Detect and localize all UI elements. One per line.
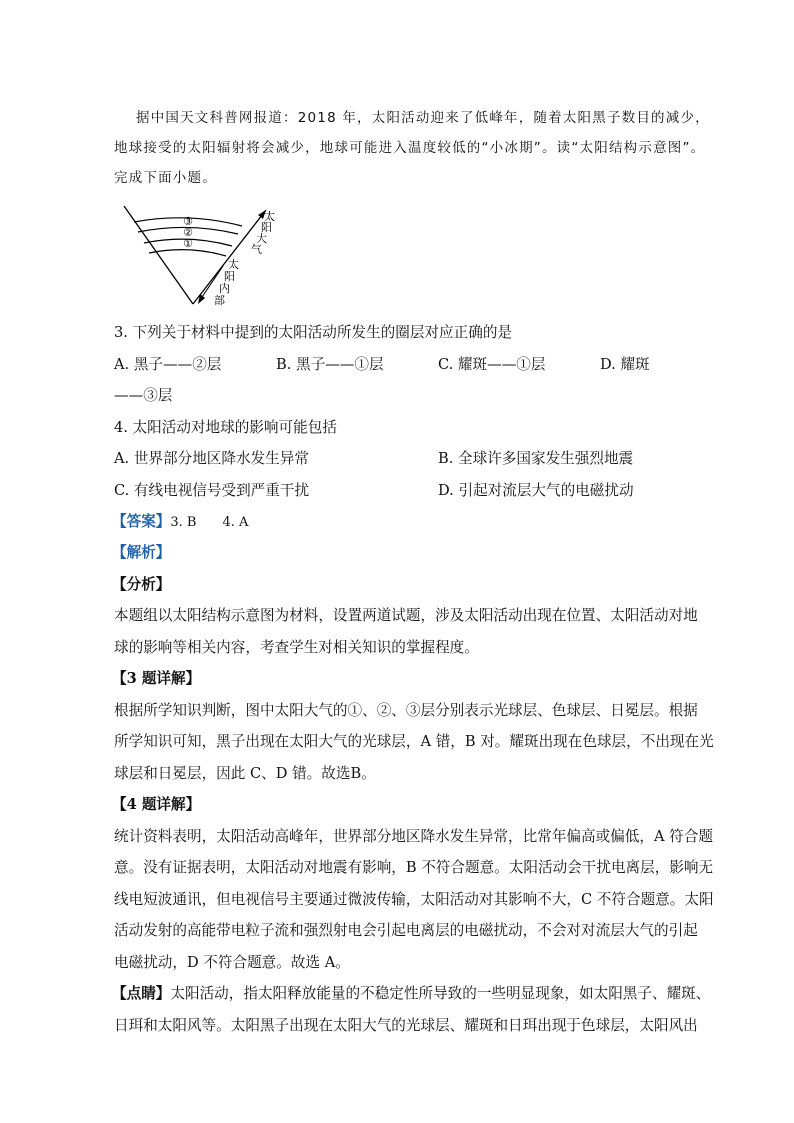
- fenxi-line-2: 球的影响等相关内容，考查学生对相关知识的掌握程度。: [114, 639, 479, 656]
- layer-arc-base: [149, 250, 226, 256]
- q3-option-d: D. 耀斑: [600, 356, 650, 373]
- intro-line-3: 完成下面小题。: [114, 170, 217, 186]
- answer-text: 3. B 4. A: [170, 515, 249, 530]
- atmosphere-label-char-3: 大: [256, 232, 267, 245]
- detail3-line-3: 球层和日冕层，因此 C、D 错。故选B。: [114, 765, 376, 782]
- detail4-line-1: 统计资料表明，太阳活动高峰年，世界部分地区降水发生异常，比常年偏高或偏低，A 符合题: [114, 828, 713, 845]
- dianjing-line-2: 日珥和太阳风等。太阳黑子出现在太阳大气的光球层、耀斑和日珥出现于色球层，太阳风出: [114, 1017, 698, 1034]
- atmosphere-label-char-4: 气: [251, 243, 262, 256]
- dianjing-title: 【点睛】: [112, 985, 171, 1002]
- intro-line-1: 据中国天文科普网报道：2018 年，太阳活动迎来了低峰年，随着太阳黑子数目的减少，: [136, 110, 710, 126]
- dianjing-line-1-text: 太阳活动，指太阳释放能量的不稳定性所导致的一些明显现象，如太阳黑子、耀斑、: [170, 985, 711, 1002]
- answer-row: [112, 510, 248, 531]
- interior-label-char-2: 阳: [224, 270, 235, 283]
- detail4-line-3: 线电短波通讯，但电视信号主要通过微波传输，太阳活动对其影响不大，C 不符合题意。太阳: [114, 891, 714, 908]
- layer-label-3: ③: [183, 215, 193, 228]
- q4-option-b: B. 全球许多国家发生强烈地震: [438, 450, 634, 467]
- detail4-line-5: 电磁扰动，D 不符合题意。故选 A。: [114, 954, 350, 971]
- q4-option-d: D. 引起对流层大气的电磁扰动: [438, 482, 634, 499]
- detail4-line-2: 意。没有证据表明，太阳活动对地震有影响，B 不符合题意。太阳活动会干扰电离层，影响无: [114, 859, 714, 876]
- q3-option-c: C. 耀斑——①层: [438, 356, 546, 373]
- detail4-line-4: 活动发射的高能带电粒子流和强烈射电会引起电离层的电磁扰动，不会对对流层大气的引起: [114, 922, 698, 939]
- interior-label-char-1: 太: [228, 258, 239, 271]
- q3-stem: 3. 下列关于材料中提到的太阳活动所发生的圈层对应正确的是: [114, 324, 513, 341]
- detail3-line-2: 所学知识可知，黑子出现在太阳大气的光球层，A 错，B 对。耀斑出现在色球层，不出现在光: [114, 733, 714, 750]
- interior-label-char-4: 部: [214, 294, 225, 307]
- q3-option-d-cont: ——③层: [114, 387, 173, 404]
- atmosphere-label-char-1: 太: [264, 210, 275, 223]
- detail4-title: 【4 题详解】: [112, 796, 201, 813]
- detail3-title: 【3 题详解】: [112, 670, 201, 687]
- sun-structure-figure: [118, 200, 278, 310]
- q3-option-a: A. 黑子——②层: [114, 356, 222, 373]
- q4-option-c: C. 有线电视信号受到严重干扰: [114, 482, 310, 499]
- q4-option-a: A. 世界部分地区降水发生异常: [114, 450, 309, 467]
- answer-label: 【答案】: [112, 513, 171, 530]
- layer-label-1: ①: [183, 237, 193, 250]
- q4-stem: 4. 太阳活动对地球的影响可能包括: [114, 419, 337, 436]
- detail3-line-1: 根据所学知识判断，图中太阳大气的①、②、③层分别表示光球层、色球层、日冕层。根据: [114, 702, 698, 719]
- fenxi-title: 【分析】: [112, 576, 171, 593]
- analysis-title: 【解析】: [112, 544, 171, 561]
- atmosphere-label-char-2: 阳: [261, 221, 272, 234]
- interior-label-char-3: 内: [219, 282, 230, 295]
- intro-line-2: 地球接受的太阳辐射将会减少，地球可能进入温度较低的“小冰期”。读“太阳结构示意图”。: [114, 140, 706, 156]
- dianjing-line-1: [112, 982, 710, 1003]
- layer-label-2: ②: [183, 226, 193, 239]
- fenxi-line-1: 本题组以太阳结构示意图为材料，设置两道试题，涉及太阳活动出现在位置、太阳活动对地: [114, 607, 698, 624]
- q3-option-b: B. 黑子——①层: [276, 356, 384, 373]
